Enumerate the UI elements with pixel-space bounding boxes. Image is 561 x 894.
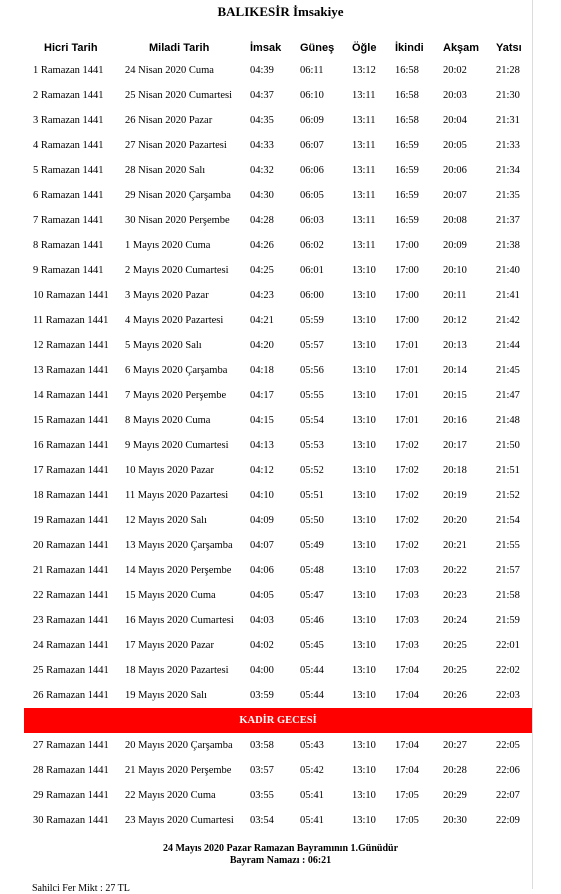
cell-ikindi: 16:58 — [395, 65, 419, 76]
table-row — [24, 333, 532, 358]
cell-ikindi: 17:05 — [395, 790, 419, 801]
cell-aksam: 20:03 — [443, 90, 467, 101]
table-row — [24, 83, 532, 108]
cell-aksam: 20:04 — [443, 115, 467, 126]
cell-ikindi: 17:02 — [395, 540, 419, 551]
cell-aksam: 20:17 — [443, 440, 467, 451]
table-row — [24, 808, 532, 833]
cell-gunes: 06:06 — [300, 165, 324, 176]
cell-yatsi: 21:41 — [496, 290, 520, 301]
cell-miladi-tarih: 20 Mayıs 2020 Çarşamba — [125, 740, 233, 751]
cell-imsak: 04:09 — [250, 515, 274, 526]
cell-gunes: 05:47 — [300, 590, 324, 601]
cell-hicri-tarih: 21 Ramazan 1441 — [33, 565, 109, 576]
cell-aksam: 20:22 — [443, 565, 467, 576]
table-row — [24, 758, 532, 783]
cell-aksam: 20:23 — [443, 590, 467, 601]
cell-aksam: 20:08 — [443, 215, 467, 226]
cell-ikindi: 17:01 — [395, 365, 419, 376]
cell-aksam: 20:28 — [443, 765, 467, 776]
cell-imsak: 04:10 — [250, 490, 274, 501]
cell-hicri-tarih: 10 Ramazan 1441 — [33, 290, 109, 301]
cell-ogle: 13:10 — [352, 765, 376, 776]
cell-imsak: 04:30 — [250, 190, 274, 201]
cell-aksam: 20:24 — [443, 615, 467, 626]
cell-ogle: 13:12 — [352, 65, 376, 76]
cell-ogle: 13:10 — [352, 515, 376, 526]
cell-ogle: 13:10 — [352, 690, 376, 701]
cell-imsak: 03:54 — [250, 815, 274, 826]
table-row — [24, 358, 532, 383]
cell-yatsi: 21:50 — [496, 440, 520, 451]
table-row — [24, 258, 532, 283]
cell-ogle: 13:11 — [352, 165, 376, 176]
cell-imsak: 04:26 — [250, 240, 274, 251]
cell-imsak: 04:20 — [250, 340, 274, 351]
cell-ikindi: 17:04 — [395, 665, 419, 676]
cell-imsak: 03:59 — [250, 690, 274, 701]
cell-imsak: 04:28 — [250, 215, 274, 226]
cell-yatsi: 21:31 — [496, 115, 520, 126]
header-ikindi: İkindi — [395, 42, 424, 54]
cell-yatsi: 21:42 — [496, 315, 520, 326]
cell-yatsi: 22:05 — [496, 740, 520, 751]
cell-gunes: 05:52 — [300, 465, 324, 476]
cell-gunes: 06:00 — [300, 290, 324, 301]
cell-aksam: 20:25 — [443, 665, 467, 676]
cell-hicri-tarih: 12 Ramazan 1441 — [33, 340, 109, 351]
cell-miladi-tarih: 17 Mayıs 2020 Pazar — [125, 640, 214, 651]
cell-aksam: 20:30 — [443, 815, 467, 826]
cell-aksam: 20:18 — [443, 465, 467, 476]
cell-imsak: 04:33 — [250, 140, 274, 151]
cell-ogle: 13:11 — [352, 215, 376, 226]
cell-ikindi: 17:01 — [395, 340, 419, 351]
cell-hicri-tarih: 5 Ramazan 1441 — [33, 165, 104, 176]
cell-imsak: 04:00 — [250, 665, 274, 676]
cell-gunes: 06:01 — [300, 265, 324, 276]
cell-gunes: 05:41 — [300, 815, 324, 826]
cell-imsak: 04:05 — [250, 590, 274, 601]
table-row — [24, 158, 532, 183]
cell-hicri-tarih: 28 Ramazan 1441 — [33, 765, 109, 776]
cell-gunes: 05:50 — [300, 515, 324, 526]
cell-hicri-tarih: 13 Ramazan 1441 — [33, 365, 109, 376]
table-row — [24, 408, 532, 433]
cell-ogle: 13:10 — [352, 490, 376, 501]
cell-ikindi: 17:01 — [395, 415, 419, 426]
cell-hicri-tarih: 26 Ramazan 1441 — [33, 690, 109, 701]
cell-yatsi: 22:02 — [496, 665, 520, 676]
cell-ogle: 13:10 — [352, 465, 376, 476]
cell-aksam: 20:02 — [443, 65, 467, 76]
cell-ikindi: 16:58 — [395, 90, 419, 101]
cell-hicri-tarih: 24 Ramazan 1441 — [33, 640, 109, 651]
kadir-gecesi-label: KADİR GECESİ — [24, 708, 532, 733]
table-row — [24, 683, 532, 708]
cell-miladi-tarih: 10 Mayıs 2020 Pazar — [125, 465, 214, 476]
cell-gunes: 05:57 — [300, 340, 324, 351]
cell-yatsi: 22:01 — [496, 640, 520, 651]
cell-aksam: 20:15 — [443, 390, 467, 401]
cell-aksam: 20:27 — [443, 740, 467, 751]
cell-imsak: 04:12 — [250, 465, 274, 476]
cell-ogle: 13:10 — [352, 365, 376, 376]
cell-hicri-tarih: 27 Ramazan 1441 — [33, 740, 109, 751]
cell-miladi-tarih: 21 Mayıs 2020 Perşembe — [125, 765, 232, 776]
cell-hicri-tarih: 22 Ramazan 1441 — [33, 590, 109, 601]
cell-hicri-tarih: 14 Ramazan 1441 — [33, 390, 109, 401]
cell-ikindi: 17:00 — [395, 290, 419, 301]
cell-yatsi: 22:07 — [496, 790, 520, 801]
cell-miladi-tarih: 12 Mayıs 2020 Salı — [125, 515, 207, 526]
cell-ogle: 13:10 — [352, 265, 376, 276]
cell-imsak: 03:58 — [250, 740, 274, 751]
cell-yatsi: 21:58 — [496, 590, 520, 601]
cell-miladi-tarih: 25 Nisan 2020 Cumartesi — [125, 90, 233, 101]
cell-gunes: 05:44 — [300, 690, 324, 701]
cell-aksam: 20:05 — [443, 140, 467, 151]
table-row — [24, 108, 532, 133]
cell-ikindi: 17:02 — [395, 515, 419, 526]
table-row — [24, 58, 532, 83]
cell-ikindi: 17:05 — [395, 815, 419, 826]
cell-miladi-tarih: 28 Nisan 2020 Salı — [125, 165, 206, 176]
cell-aksam: 20:21 — [443, 540, 467, 551]
cell-ikindi: 17:04 — [395, 740, 419, 751]
bayram-namazi-line: Bayram Namazı : 06:21 — [229, 855, 332, 866]
cell-miladi-tarih: 2 Mayıs 2020 Cumartesi — [125, 265, 229, 276]
cell-imsak: 03:55 — [250, 790, 274, 801]
cell-aksam: 20:19 — [443, 490, 467, 501]
cell-yatsi: 21:28 — [496, 65, 520, 76]
cell-gunes: 05:44 — [300, 665, 324, 676]
cell-miladi-tarih: 29 Nisan 2020 Çarşamba — [125, 190, 231, 201]
header-imsak: İmsak — [250, 42, 282, 54]
cell-yatsi: 21:51 — [496, 465, 520, 476]
cell-miladi-tarih: 30 Nisan 2020 Perşembe — [125, 215, 230, 226]
cell-gunes: 05:49 — [300, 540, 324, 551]
cell-aksam: 20:11 — [443, 290, 467, 301]
cell-miladi-tarih: 18 Mayıs 2020 Pazartesi — [125, 665, 229, 676]
cell-imsak: 04:23 — [250, 290, 274, 301]
fitre-note-partial: Sahilci Fer Mikt : 27 TL — [32, 883, 130, 894]
cell-ogle: 13:10 — [352, 790, 376, 801]
cell-imsak: 04:25 — [250, 265, 274, 276]
cell-imsak: 04:21 — [250, 315, 274, 326]
cell-hicri-tarih: 29 Ramazan 1441 — [33, 790, 109, 801]
cell-gunes: 05:48 — [300, 565, 324, 576]
cell-hicri-tarih: 7 Ramazan 1441 — [33, 215, 104, 226]
page-title: BALIKESİR İmsakiye — [217, 4, 344, 19]
table-row — [24, 208, 532, 233]
cell-aksam: 20:06 — [443, 165, 467, 176]
header-gunes: Güneş — [300, 42, 335, 54]
cell-gunes: 06:03 — [300, 215, 324, 226]
cell-yatsi: 21:45 — [496, 365, 520, 376]
cell-ikindi: 17:04 — [395, 765, 419, 776]
cell-imsak: 04:37 — [250, 90, 274, 101]
cell-ikindi: 16:58 — [395, 115, 419, 126]
cell-gunes: 05:42 — [300, 765, 324, 776]
header-aksam: Akşam — [443, 42, 480, 54]
cell-ikindi: 16:59 — [395, 140, 419, 151]
cell-hicri-tarih: 25 Ramazan 1441 — [33, 665, 109, 676]
header-miladi-tarih: Miladi Tarih — [149, 42, 210, 54]
cell-yatsi: 21:55 — [496, 540, 520, 551]
cell-ikindi: 17:02 — [395, 440, 419, 451]
cell-imsak: 04:18 — [250, 365, 274, 376]
cell-aksam: 20:25 — [443, 640, 467, 651]
cell-hicri-tarih: 2 Ramazan 1441 — [33, 90, 104, 101]
cell-imsak: 04:39 — [250, 65, 274, 76]
header-hicri-tarih: Hicri Tarih — [44, 42, 98, 54]
cell-gunes: 05:46 — [300, 615, 324, 626]
cell-gunes: 05:41 — [300, 790, 324, 801]
cell-aksam: 20:13 — [443, 340, 467, 351]
cell-ogle: 13:10 — [352, 615, 376, 626]
bayram-note — [0, 843, 561, 867]
cell-ogle: 13:10 — [352, 340, 376, 351]
cell-yatsi: 21:44 — [496, 340, 520, 351]
cell-yatsi: 21:57 — [496, 565, 520, 576]
cell-ogle: 13:10 — [352, 640, 376, 651]
cell-yatsi: 22:09 — [496, 815, 520, 826]
cell-yatsi: 21:34 — [496, 165, 520, 176]
cell-hicri-tarih: 11 Ramazan 1441 — [33, 315, 109, 326]
cell-hicri-tarih: 4 Ramazan 1441 — [33, 140, 104, 151]
table-row — [24, 583, 532, 608]
cell-aksam: 20:10 — [443, 265, 467, 276]
cell-ikindi: 17:03 — [395, 590, 419, 601]
cell-imsak: 04:32 — [250, 165, 274, 176]
cell-gunes: 05:56 — [300, 365, 324, 376]
cell-gunes: 06:11 — [300, 65, 324, 76]
cell-ikindi: 16:59 — [395, 190, 419, 201]
cell-gunes: 05:43 — [300, 740, 324, 751]
cell-hicri-tarih: 3 Ramazan 1441 — [33, 115, 104, 126]
cell-yatsi: 21:48 — [496, 415, 520, 426]
cell-ikindi: 17:02 — [395, 490, 419, 501]
cell-yatsi: 22:06 — [496, 765, 520, 776]
table-row — [24, 233, 532, 258]
cell-imsak: 04:35 — [250, 115, 274, 126]
cell-hicri-tarih: 15 Ramazan 1441 — [33, 415, 109, 426]
cell-miladi-tarih: 13 Mayıs 2020 Çarşamba — [125, 540, 233, 551]
cell-hicri-tarih: 19 Ramazan 1441 — [33, 515, 109, 526]
table-row — [24, 133, 532, 158]
cell-ikindi: 17:00 — [395, 240, 419, 251]
cell-ogle: 13:10 — [352, 390, 376, 401]
cell-ogle: 13:10 — [352, 590, 376, 601]
cell-hicri-tarih: 6 Ramazan 1441 — [33, 190, 104, 201]
cell-ogle: 13:10 — [352, 565, 376, 576]
cell-miladi-tarih: 11 Mayıs 2020 Pazartesi — [125, 490, 229, 501]
table-row — [24, 783, 532, 808]
cell-imsak: 04:15 — [250, 415, 274, 426]
kadir-gecesi-row — [24, 708, 532, 733]
cell-ikindi: 17:00 — [395, 265, 419, 276]
cell-ogle: 13:11 — [352, 190, 376, 201]
cell-miladi-tarih: 7 Mayıs 2020 Perşembe — [125, 390, 227, 401]
cell-ogle: 13:10 — [352, 740, 376, 751]
cell-yatsi: 22:03 — [496, 690, 520, 701]
cell-imsak: 04:07 — [250, 540, 274, 551]
cell-ogle: 13:11 — [352, 90, 376, 101]
cell-gunes: 05:53 — [300, 440, 324, 451]
cell-gunes: 05:55 — [300, 390, 324, 401]
imsakiye-table — [24, 38, 532, 833]
table-row — [24, 383, 532, 408]
table-row — [24, 633, 532, 658]
cell-hicri-tarih: 16 Ramazan 1441 — [33, 440, 109, 451]
cell-aksam: 20:16 — [443, 415, 467, 426]
cell-gunes: 05:51 — [300, 490, 324, 501]
cell-ikindi: 17:04 — [395, 690, 419, 701]
table-row — [24, 483, 532, 508]
cell-ikindi: 17:02 — [395, 465, 419, 476]
cell-miladi-tarih: 24 Nisan 2020 Cuma — [125, 65, 214, 76]
cell-miladi-tarih: 9 Mayıs 2020 Cumartesi — [125, 440, 229, 451]
cell-aksam: 20:07 — [443, 190, 467, 201]
cell-miladi-tarih: 8 Mayıs 2020 Cuma — [125, 415, 211, 426]
cell-ogle: 13:11 — [352, 115, 376, 126]
cell-ogle: 13:11 — [352, 240, 376, 251]
cell-ikindi: 17:03 — [395, 640, 419, 651]
cell-gunes: 05:59 — [300, 315, 324, 326]
table-row — [24, 458, 532, 483]
cell-ikindi: 17:03 — [395, 615, 419, 626]
table-row — [24, 733, 532, 758]
table-row — [24, 283, 532, 308]
cell-gunes: 06:09 — [300, 115, 324, 126]
cell-ikindi: 17:00 — [395, 315, 419, 326]
cell-hicri-tarih: 18 Ramazan 1441 — [33, 490, 109, 501]
table-row — [24, 533, 532, 558]
cell-yatsi: 21:37 — [496, 215, 520, 226]
cell-ogle: 13:11 — [352, 140, 376, 151]
header-ogle: Öğle — [352, 42, 377, 54]
cell-miladi-tarih: 26 Nisan 2020 Pazar — [125, 115, 213, 126]
cell-hicri-tarih: 8 Ramazan 1441 — [33, 240, 104, 251]
table-row — [24, 558, 532, 583]
cell-yatsi: 21:30 — [496, 90, 520, 101]
cell-miladi-tarih: 19 Mayıs 2020 Salı — [125, 690, 207, 701]
cell-ogle: 13:10 — [352, 290, 376, 301]
cell-yatsi: 21:47 — [496, 390, 520, 401]
table-row — [24, 433, 532, 458]
cell-miladi-tarih: 5 Mayıs 2020 Salı — [125, 340, 202, 351]
cell-gunes: 05:45 — [300, 640, 324, 651]
cell-ogle: 13:10 — [352, 440, 376, 451]
cell-gunes: 06:05 — [300, 190, 324, 201]
cell-yatsi: 21:38 — [496, 240, 520, 251]
cell-imsak: 04:13 — [250, 440, 274, 451]
cell-miladi-tarih: 16 Mayıs 2020 Cumartesi — [125, 615, 234, 626]
cell-miladi-tarih: 3 Mayıs 2020 Pazar — [125, 290, 209, 301]
cell-miladi-tarih: 22 Mayıs 2020 Cuma — [125, 790, 216, 801]
cell-ogle: 13:10 — [352, 415, 376, 426]
cell-yatsi: 21:52 — [496, 490, 520, 501]
cell-ogle: 13:10 — [352, 815, 376, 826]
table-row — [24, 658, 532, 683]
cell-imsak: 04:03 — [250, 615, 274, 626]
cell-ikindi: 17:03 — [395, 565, 419, 576]
cell-imsak: 03:57 — [250, 765, 274, 776]
cell-miladi-tarih: 14 Mayıs 2020 Perşembe — [125, 565, 232, 576]
cell-yatsi: 21:40 — [496, 265, 520, 276]
cell-aksam: 20:26 — [443, 690, 467, 701]
cell-imsak: 04:17 — [250, 390, 274, 401]
cell-yatsi: 21:33 — [496, 140, 520, 151]
cell-aksam: 20:14 — [443, 365, 467, 376]
header-yatsi: Yatsı — [496, 42, 522, 54]
table-row — [24, 308, 532, 333]
cell-hicri-tarih: 1 Ramazan 1441 — [33, 65, 104, 76]
cell-yatsi: 21:35 — [496, 190, 520, 201]
cell-miladi-tarih: 15 Mayıs 2020 Cuma — [125, 590, 216, 601]
cell-hicri-tarih: 17 Ramazan 1441 — [33, 465, 109, 476]
cell-miladi-tarih: 6 Mayıs 2020 Çarşamba — [125, 365, 228, 376]
cell-imsak: 04:06 — [250, 565, 274, 576]
cell-ikindi: 17:01 — [395, 390, 419, 401]
cell-miladi-tarih: 27 Nisan 2020 Pazartesi — [125, 140, 227, 151]
table-row — [24, 608, 532, 633]
cell-imsak: 04:02 — [250, 640, 274, 651]
table-row — [24, 183, 532, 208]
cell-yatsi: 21:54 — [496, 515, 520, 526]
cell-miladi-tarih: 23 Mayıs 2020 Cumartesi — [125, 815, 234, 826]
cell-aksam: 20:12 — [443, 315, 467, 326]
cell-aksam: 20:20 — [443, 515, 467, 526]
cell-miladi-tarih: 1 Mayıs 2020 Cuma — [125, 240, 211, 251]
cell-hicri-tarih: 30 Ramazan 1441 — [33, 815, 109, 826]
cell-aksam: 20:09 — [443, 240, 467, 251]
table-header-row — [24, 38, 532, 58]
cell-hicri-tarih: 9 Ramazan 1441 — [33, 265, 104, 276]
table-row — [24, 508, 532, 533]
cell-aksam: 20:29 — [443, 790, 467, 801]
cell-gunes: 06:07 — [300, 140, 324, 151]
cell-ikindi: 16:59 — [395, 215, 419, 226]
cell-ogle: 13:10 — [352, 665, 376, 676]
bayram-date-line: 24 Mayıs 2020 Pazar Ramazan Bayramının 1.Günüdür — [162, 843, 399, 854]
cell-gunes: 06:02 — [300, 240, 324, 251]
cell-ikindi: 16:59 — [395, 165, 419, 176]
cell-gunes: 05:54 — [300, 415, 324, 426]
cell-gunes: 06:10 — [300, 90, 324, 101]
cell-hicri-tarih: 23 Ramazan 1441 — [33, 615, 109, 626]
cell-hicri-tarih: 20 Ramazan 1441 — [33, 540, 109, 551]
cell-ogle: 13:10 — [352, 315, 376, 326]
cell-yatsi: 21:59 — [496, 615, 520, 626]
cell-ogle: 13:10 — [352, 540, 376, 551]
cell-miladi-tarih: 4 Mayıs 2020 Pazartesi — [125, 315, 224, 326]
